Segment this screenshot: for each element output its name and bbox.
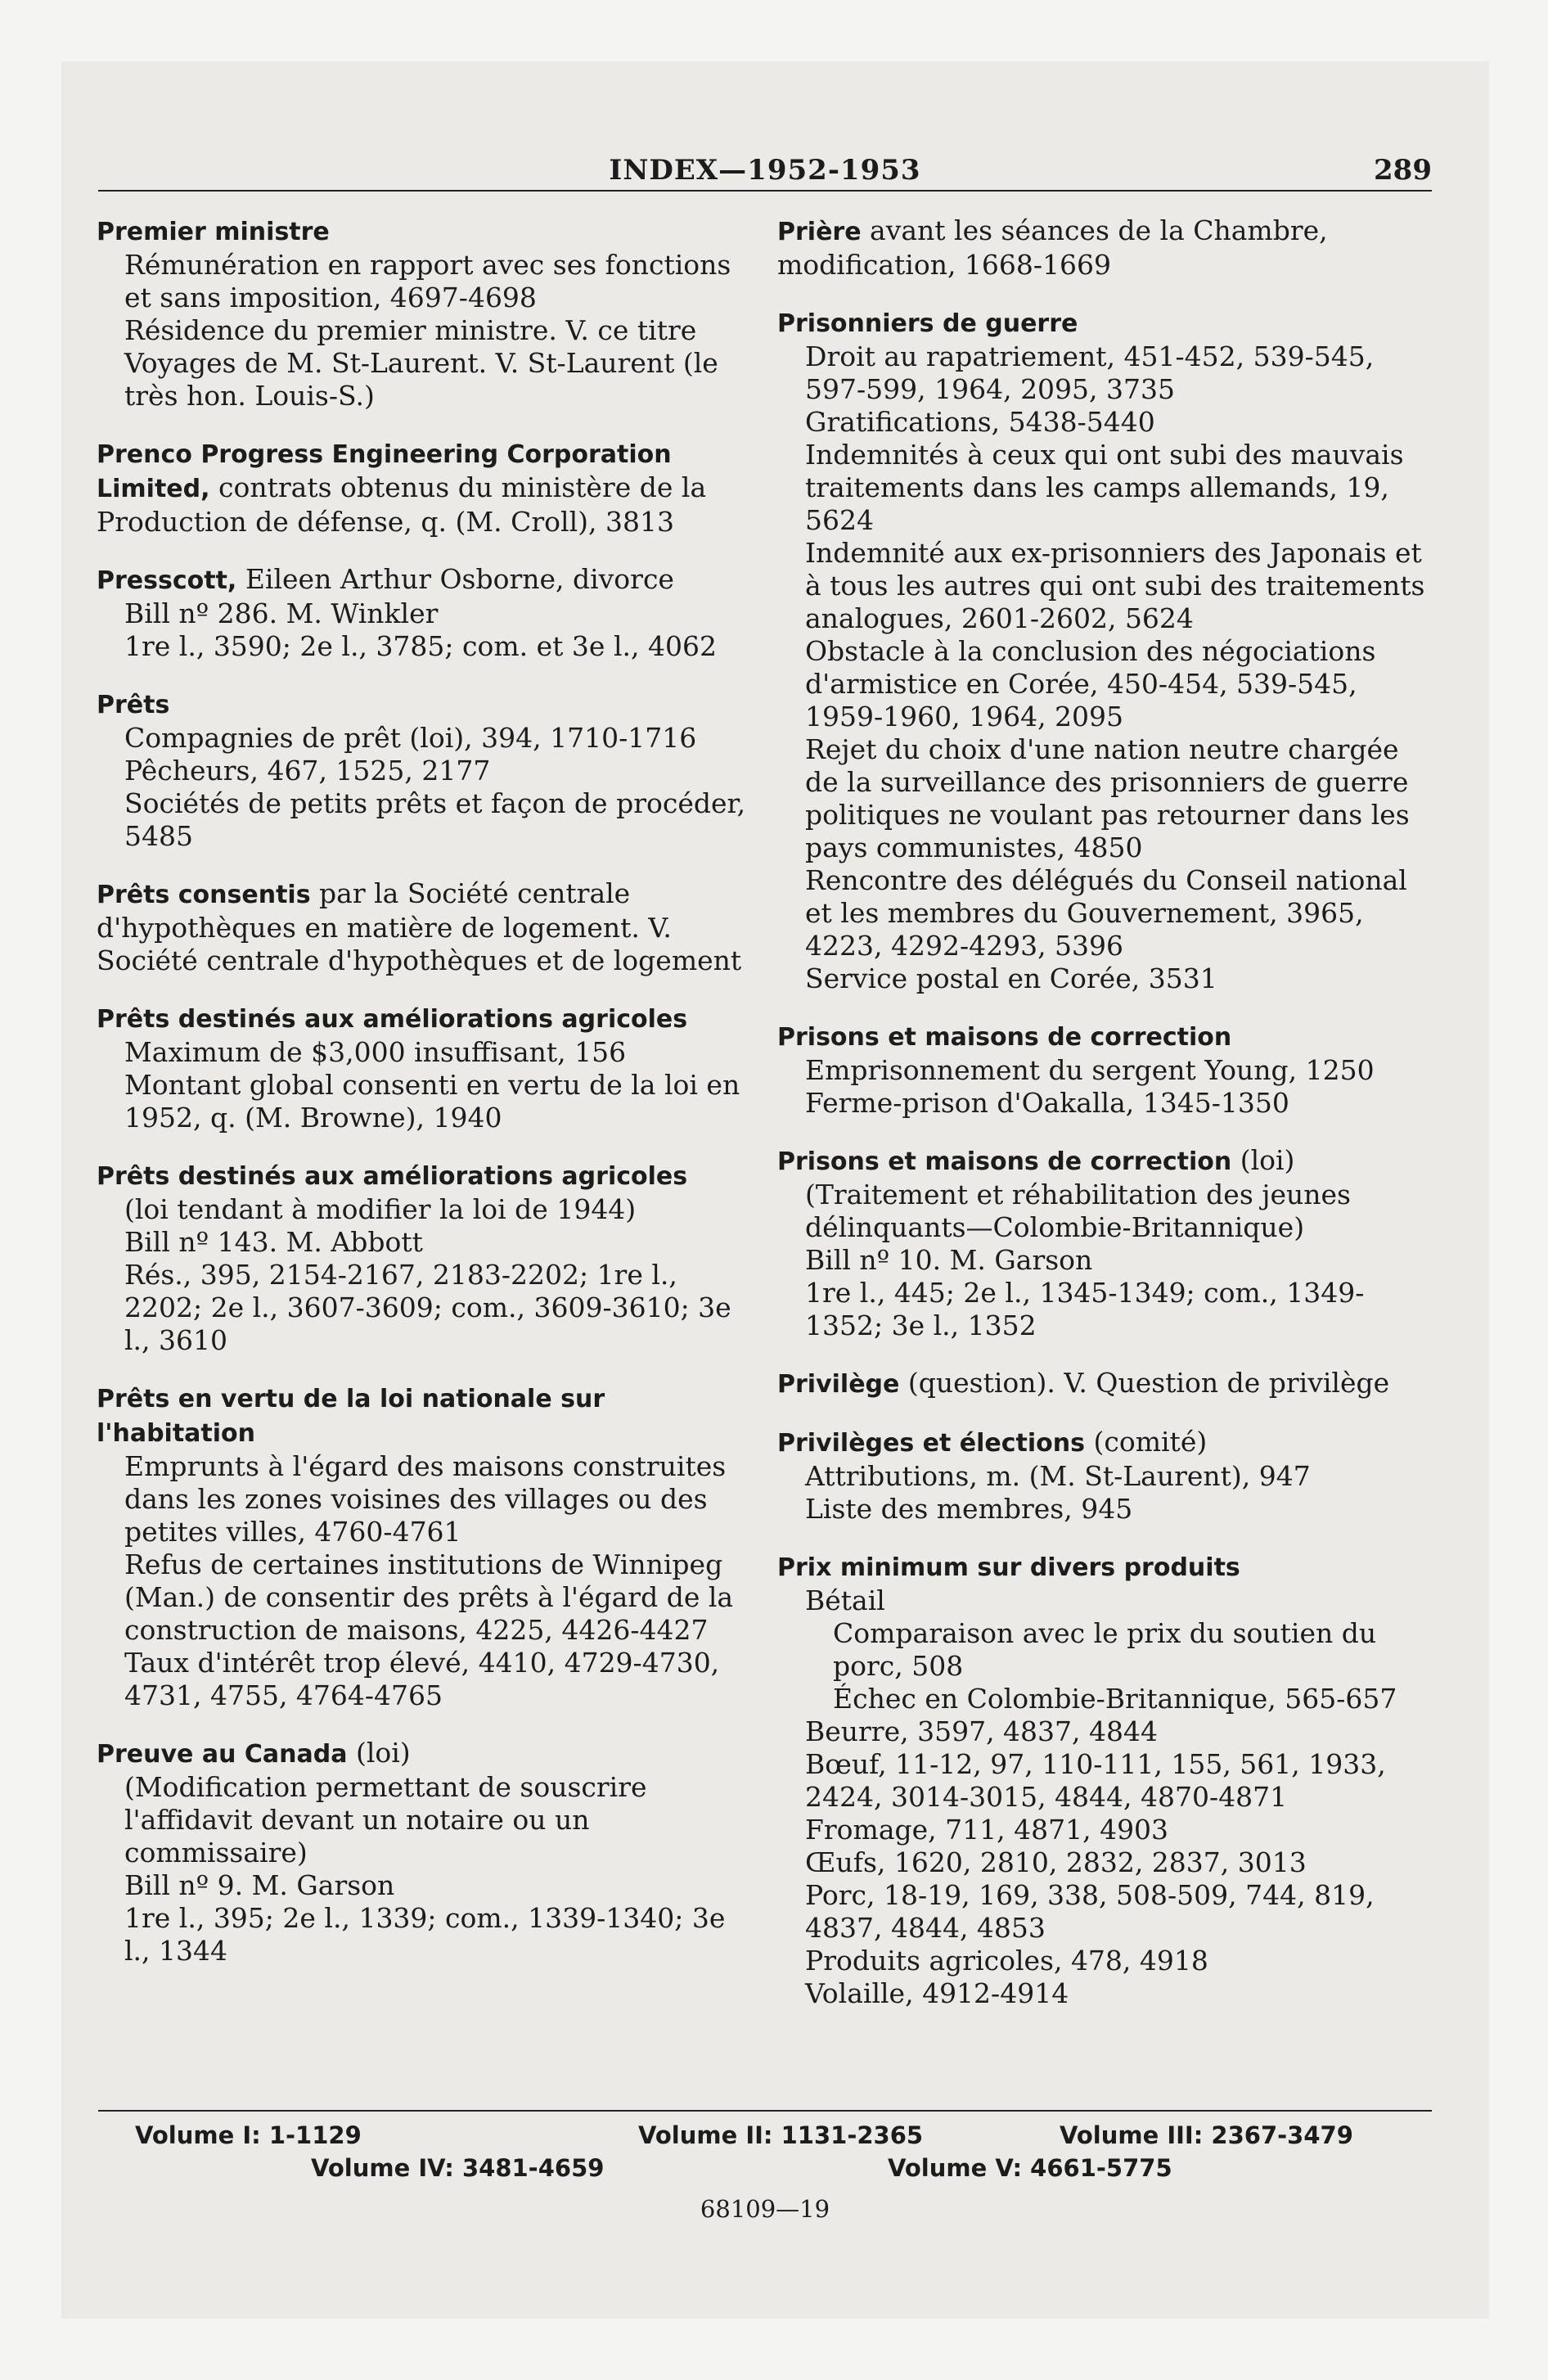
entry-subline: Porc, 18-19, 169, 338, 508-509, 744, 819, 4837, 4844, 4853: [805, 1879, 1375, 1944]
entry-heading-line: [97, 1382, 751, 1450]
index-entry: [97, 687, 751, 853]
entry-heading-text: par la Société centrale d'hypothèques en matière de logement. V. Société centrale d'hypothèques et de logement: [97, 877, 742, 976]
entry-subline: Rencontre des délégués du Conseil national et les membres du Gouvernement, 3965, 4223, 4292-4293, 5396: [805, 864, 1407, 962]
entry-subline: Fromage, 711, 4871, 4903: [805, 1814, 1169, 1846]
left-column: [97, 214, 751, 1992]
entry-subline: Emprunts à l'égard des maisons construites dans les zones voisines des villages ou des petites villes, 4760-4761: [124, 1450, 727, 1548]
page-number: 289: [1374, 154, 1432, 187]
index-entry: [97, 877, 751, 977]
entry-heading-text: (question). V. Question de privilège: [899, 1367, 1390, 1399]
entry-subline: 1re l., 445; 2e l., 1345-1349; com., 1349-1352; 3e l., 1352: [805, 1277, 1365, 1341]
entry-heading-line: [97, 1159, 751, 1193]
index-entry: [777, 1367, 1432, 1401]
entry-heading-line: [777, 214, 1432, 282]
entry-subline: Attributions, m. (M. St-Laurent), 947: [805, 1460, 1311, 1492]
entry-subline: Rés., 395, 2154-2167, 2183-2202; 1re l., 2202; 2e l., 3607-3609; com., 3609-3610; 3e l., 3610: [124, 1259, 731, 1356]
entry-subline: Produits agricoles, 478, 4918: [805, 1945, 1208, 1977]
index-entry: [97, 1382, 751, 1712]
entry-subline: Comparaison avec le prix du soutien du porc, 508: [833, 1617, 1377, 1682]
index-entry: [777, 1426, 1432, 1526]
entry-subline: 1re l., 395; 2e l., 1339; com., 1339-1340; 3e l., 1344: [124, 1902, 726, 1967]
entry-heading-line: [97, 563, 751, 597]
entry-subline: Taux d'intérêt trop élevé, 4410, 4729-4730, 4731, 4755, 4764-4765: [124, 1647, 720, 1711]
entry-heading: Prière: [777, 218, 862, 246]
entry-subline: (loi tendant à modifier la loi de 1944): [124, 1193, 637, 1225]
entry-subline: Montant global consenti en vertu de la loi en 1952, q. (M. Browne), 1940: [124, 1069, 740, 1134]
index-entry: [97, 1002, 751, 1134]
entry-subline: Pêcheurs, 467, 1525, 2177: [124, 755, 491, 787]
entry-subline: Bill nº 9. M. Garson: [124, 1869, 395, 1901]
index-entry: [97, 563, 751, 663]
entry-subline: Indemnité aux ex-prisonniers des Japonais et à tous les autres qui ont subi des traitements analogues, 2601-2602, 5624: [805, 537, 1425, 634]
printer-signature: 68109—19: [700, 2195, 830, 2223]
entry-subline: Rémunération en rapport avec ses fonctions et sans imposition, 4697-4698: [124, 249, 731, 313]
entry-heading-line: [777, 1020, 1432, 1054]
entry-heading-text: (comité): [1085, 1426, 1208, 1458]
entry-heading-line: [777, 1367, 1432, 1401]
index-entry: [777, 1550, 1432, 2010]
entry-heading-line: [777, 306, 1432, 340]
entry-heading: Prêts: [97, 691, 170, 719]
entry-heading: Prenco Progress Engineering Corporation Limited,: [97, 440, 672, 503]
entry-subline: Volaille, 4912-4914: [805, 1977, 1069, 2009]
entry-subline: Maximum de $3,000 insuffisant, 156: [124, 1036, 627, 1068]
entry-heading-line: [97, 437, 751, 539]
entry-heading-text: avant les séances de la Chambre, modification, 1668-1669: [777, 214, 1328, 281]
entry-heading-line: [777, 1144, 1432, 1179]
entry-heading: Privilèges et élections: [777, 1429, 1085, 1458]
entry-heading-line: [777, 1550, 1432, 1584]
entry-subline: Voyages de M. St-Laurent. V. St-Laurent (le très hon. Louis-S.): [124, 347, 718, 412]
entry-subline: Indemnités à ceux qui ont subi des mauvais traitements dans les camps allemands, 19, 5624: [805, 439, 1404, 536]
footer-rule: [98, 2110, 1432, 2112]
entry-heading: Prisons et maisons de correction: [777, 1023, 1232, 1052]
entry-subline: Emprisonnement du sergent Young, 1250: [805, 1054, 1375, 1086]
index-entry: [97, 1737, 751, 1968]
entry-subline: Résidence du premier ministre. V. ce titre: [124, 314, 697, 346]
volume-5: Volume V: 4661-5775: [888, 2154, 1172, 2182]
entry-subline: Liste des membres, 945: [805, 1493, 1133, 1525]
entry-subline: Bétail: [805, 1584, 885, 1616]
entry-subline: Œufs, 1620, 2810, 2832, 2837, 3013: [805, 1846, 1307, 1878]
entry-heading: Preuve au Canada: [97, 1740, 348, 1769]
entry-heading-line: [777, 1426, 1432, 1460]
entry-subline: Compagnies de prêt (loi), 394, 1710-1716: [124, 722, 697, 754]
entry-heading: Prêts destinés aux améliorations agricoles: [97, 1162, 688, 1191]
entry-subline: Échec en Colombie-Britannique, 565-657: [833, 1683, 1397, 1715]
entry-subline: Service postal en Corée, 3531: [805, 962, 1217, 994]
entry-subline: 1re l., 3590; 2e l., 3785; com. et 3e l., 4062: [124, 630, 717, 662]
entry-subline: Beurre, 3597, 4837, 4844: [805, 1715, 1158, 1747]
entry-heading-text: Eileen Arthur Osborne, divorce: [236, 563, 674, 595]
index-entry: [97, 214, 751, 412]
volume-1: Volume I: 1-1129: [135, 2121, 362, 2149]
page-title: INDEX—1952-1953: [609, 154, 921, 187]
entry-heading: Prêts destinés aux améliorations agricoles: [97, 1005, 688, 1034]
entry-subline: Rejet du choix d'une nation neutre chargée de la surveillance des prisonniers de guerre politiques ne voulant pas retourner dans les pays communistes, 4850: [805, 733, 1410, 863]
entry-subline: Refus de certaines institutions de Winnipeg (Man.) de consentir des prêts à l'égard de la construction de maisons, 4225, 4426-4427: [124, 1548, 734, 1646]
entry-subline: Obstacle à la conclusion des négociations d'armistice en Corée, 450-454, 539-545, 1959-1960, 1964, 2095: [805, 635, 1376, 732]
entry-subline: Bœuf, 11-12, 97, 110-111, 155, 561, 1933, 2424, 3014-3015, 4844, 4870-4871: [805, 1748, 1386, 1813]
entry-heading: Prêts consentis: [97, 881, 311, 909]
entry-heading-line: [97, 687, 751, 722]
entry-subline: Ferme-prison d'Oakalla, 1345-1350: [805, 1087, 1289, 1119]
entry-subline: (Traitement et réhabilitation des jeunes délinquants—Colombie-Britannique): [805, 1179, 1351, 1243]
volume-3: Volume III: 2367-3479: [1060, 2121, 1353, 2149]
running-header: [98, 154, 1432, 187]
entry-subline: Bill nº 143. M. Abbott: [124, 1226, 423, 1258]
entry-heading-line: [97, 1737, 751, 1771]
header-rule: [98, 190, 1432, 192]
entry-subline: Bill nº 10. M. Garson: [805, 1244, 1093, 1276]
index-entry: [97, 1159, 751, 1357]
entry-subline: Gratifications, 5438-5440: [805, 406, 1155, 438]
entry-subline: Droit au rapatriement, 451-452, 539-545, 597-599, 1964, 2095, 3735: [805, 340, 1375, 405]
entry-heading: Prêts en vertu de la loi nationale sur l'habitation: [97, 1385, 605, 1448]
index-entry: [777, 214, 1432, 282]
entry-heading: Prisons et maisons de correction: [777, 1147, 1232, 1176]
right-column: [777, 214, 1432, 2035]
entry-heading: Prisonniers de guerre: [777, 309, 1078, 338]
index-entry: [777, 1020, 1432, 1120]
entry-heading-text: (loi): [1231, 1144, 1295, 1176]
entry-heading: Premier ministre: [97, 218, 330, 246]
entry-heading-line: [97, 1002, 751, 1036]
volume-2: Volume II: 1131-2365: [638, 2121, 924, 2149]
entry-heading: Presscott,: [97, 566, 237, 595]
index-entry: [97, 437, 751, 539]
entry-heading-text: contrats obtenus du ministère de la Production de défense, q. (M. Croll), 3813: [97, 471, 707, 538]
entry-heading-text: (loi): [347, 1737, 411, 1769]
entry-heading-line: [97, 877, 751, 977]
entry-subline: (Modification permettant de souscrire l'affidavit devant un notaire ou un commissaire): [124, 1771, 647, 1868]
entry-heading: Privilège: [777, 1370, 900, 1399]
entry-heading-line: [97, 214, 751, 249]
volume-4: Volume IV: 3481-4659: [311, 2154, 605, 2182]
entry-subline: Sociétés de petits prêts et façon de procéder, 5485: [124, 787, 746, 852]
entry-subline: Bill nº 286. M. Winkler: [124, 597, 439, 629]
index-entry: [777, 1144, 1432, 1342]
entry-heading: Prix minimum sur divers produits: [777, 1553, 1240, 1582]
index-entry: [777, 306, 1432, 995]
